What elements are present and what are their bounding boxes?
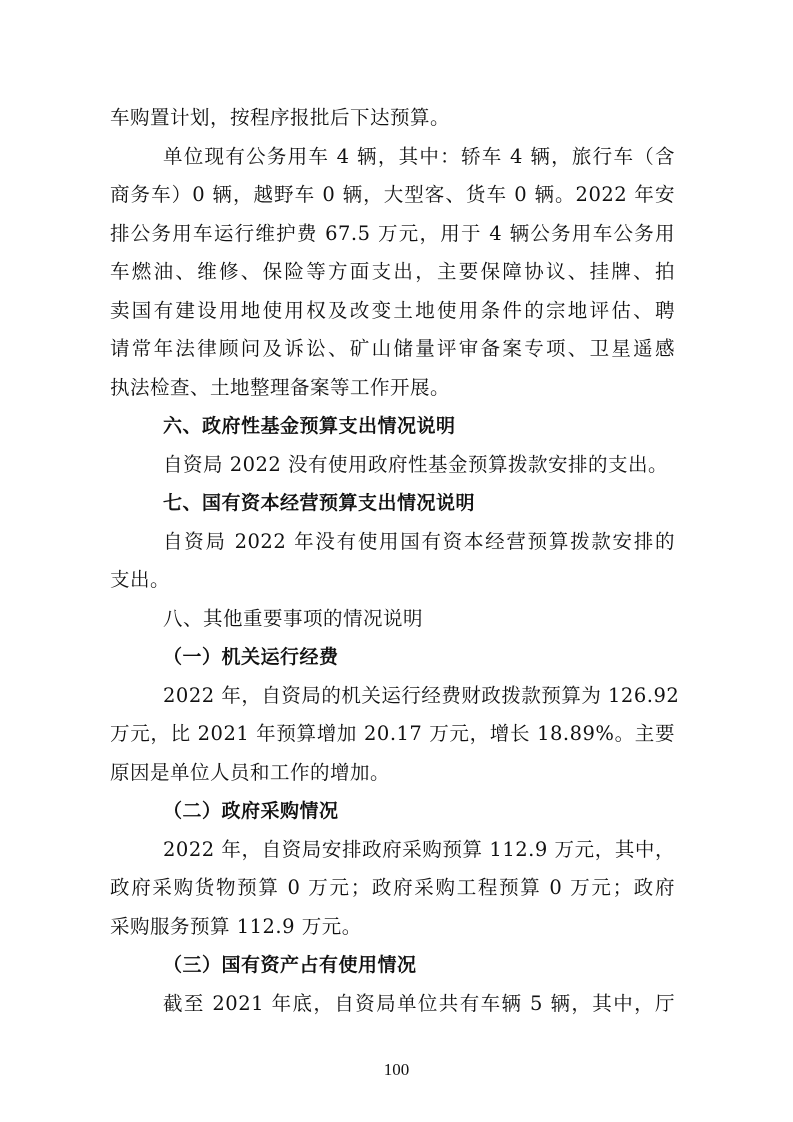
paragraph-line: 支出。: [110, 568, 171, 591]
paragraph-line: 执法检查、土地整理备案等工作开展。: [110, 375, 451, 399]
paragraph-line: 车燃油、维修、保险等方面支出，主要保障协议、挂牌、拍: [110, 260, 675, 283]
paragraph-line: 自资局 2022 年没有使用国有资本经营预算拨款安排的: [163, 529, 675, 553]
page-number: 100: [383, 1060, 410, 1079]
paragraph-line: 商务车）0 辆，越野车 0 辆，大型客、货车 0 辆。2022 年安: [110, 183, 675, 206]
paragraph-line: 排公务用车运行维护费 67.5 万元，用于 4 辆公务用车公务用: [110, 221, 675, 245]
subsection-heading: （一）机关运行经费: [163, 646, 339, 668]
paragraph-line: 采购服务预算 112.9 万元。: [110, 914, 362, 938]
paragraph-line: 单位现有公务用车 4 辆，其中：轿车 4 辆，旅行车（含: [163, 144, 675, 168]
paragraph-line: 自资局 2022 没有使用政府性基金预算拨款安排的支出。: [163, 452, 669, 476]
paragraph-line: 2022 年，自资局安排政府采购预算 112.9 万元，其中，: [163, 837, 675, 861]
paragraph-line: 卖国有建设用地使用权及改变土地使用条件的宗地评估、聘: [110, 298, 675, 322]
paragraph-line: 原因是单位人员和工作的增加。: [110, 760, 391, 784]
subsection-heading: （二）政府采购情况: [163, 800, 339, 822]
paragraph-line: 政府采购货物预算 0 万元；政府采购工程预算 0 万元；政府: [110, 876, 675, 899]
paragraph-line: 截至 2021 年底，自资局单位共有车辆 5 辆，其中，厅: [163, 991, 675, 1015]
subsection-heading: （三）国有资产占有使用情况: [163, 954, 417, 976]
section-heading: 八、其他重要事项的情况说明: [163, 606, 424, 630]
paragraph-line: 车购置计划，按程序报批后下达预算。: [110, 106, 451, 129]
paragraph-line: 万元，比 2021 年预算增加 20.17 万元，增长 18.89%。主要: [110, 722, 675, 745]
section-heading: 六、政府性基金预算支出情况说明: [163, 415, 456, 437]
paragraph-line: 2022 年，自资局的机关运行经费财政拨款预算为 126.92: [163, 683, 680, 707]
paragraph-line: 请常年法律顾问及诉讼、矿山储量评审备案专项、卫星遥感: [110, 337, 675, 360]
section-heading: 七、国有资本经营预算支出情况说明: [163, 492, 476, 514]
